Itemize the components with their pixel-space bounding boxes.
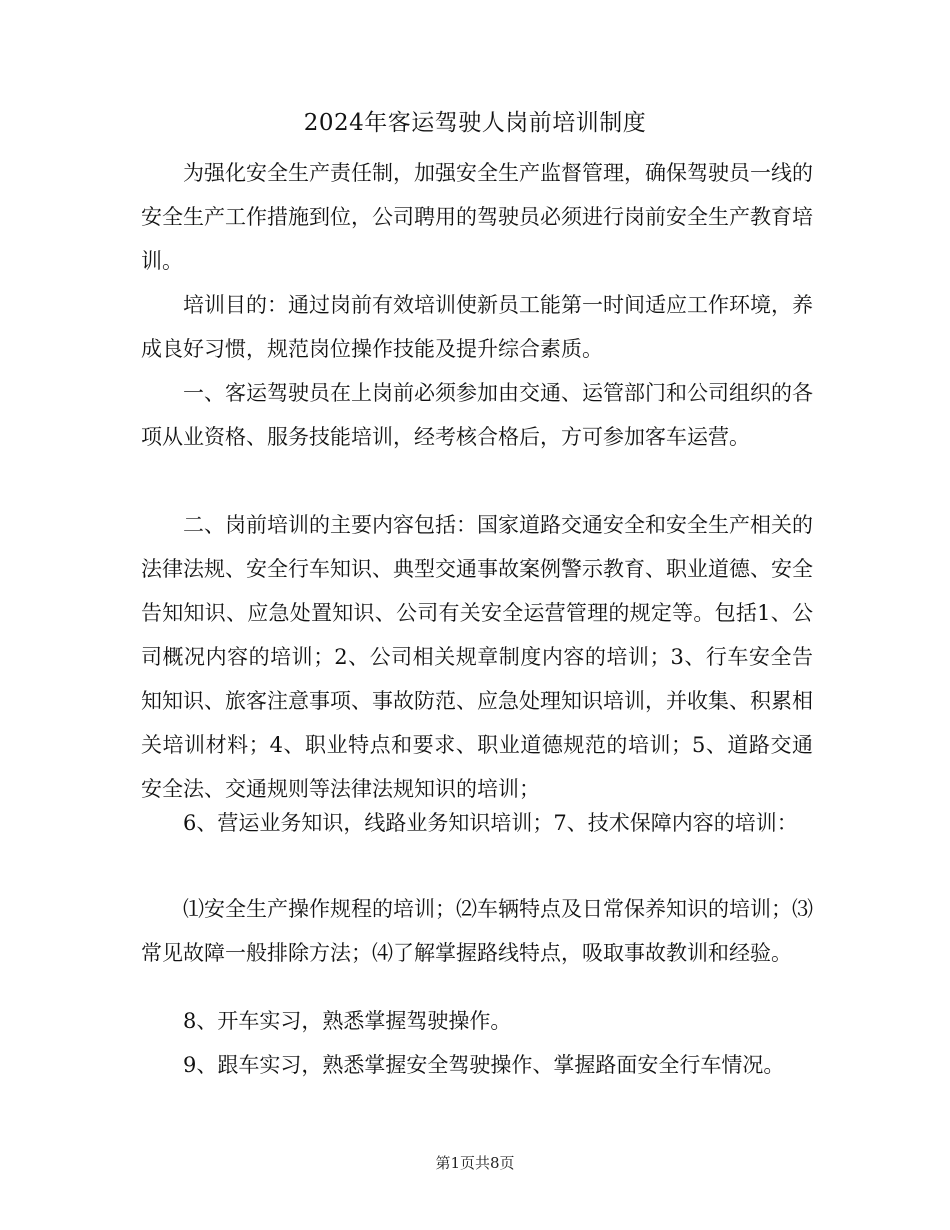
page-title: 2024年客运驾驶人岗前培训制度 (303, 110, 647, 136)
page-number: 第1页共8页 (435, 1154, 515, 1172)
paragraph-purpose: 培训目的：通过岗前有效培训使新员工能第一时间适应工作环境，养成良好习惯，规范岗位操作技能及提升综合素质。 (141, 293, 813, 361)
paragraph-item-6-7: 6、营运业务知识，线路业务知识培训；7、技术保障内容的培训： (183, 811, 798, 835)
paragraph-section-1: 一、客运驾驶员在上岗前必须参加由交通、运管部门和公司组织的各项从业资格、服务技能培训，经考核合格后，方可参加客车运营。 (141, 381, 813, 449)
paragraph-item-8: 8、开车实习，熟悉掌握驾驶操作。 (183, 1009, 512, 1033)
paragraph-item-9: 9、跟车实习，熟悉掌握安全驾驶操作、掌握路面安全行车情况。 (183, 1053, 785, 1077)
paragraph-intro: 为强化安全生产责任制，加强安全生产监督管理，确保驾驶员一线的安全生产工作措施到位，公司聘用的驾驶员必须进行岗前安全生产教育培训。 (141, 161, 813, 273)
paragraph-subitems: ⑴安全生产操作规程的培训；⑵车辆特点及日常保养知识的培训；⑶常见故障一般排除方法；⑷了解掌握路线特点，吸取事故教训和经验。 (141, 897, 813, 965)
paragraph-section-2: 二、岗前培训的主要内容包括：国家道路交通安全和安全生产相关的法律法规、安全行车知识、典型交通事故案例警示教育、职业道德、安全告知知识、应急处置知识、公司有关安全运营管理的规定等。包括1、公司概况内容的培训；2、公司相关规章制度内容的培训；3、行车安全告知知识、旅客注意事项、事故防范、应急处理知识培训，并收集、积累相关培训材料；4、职业特点和要求、职业道德规范的培训；5、道路交通安全法、交通规则等法律法规知识的培训； (141, 513, 813, 801)
